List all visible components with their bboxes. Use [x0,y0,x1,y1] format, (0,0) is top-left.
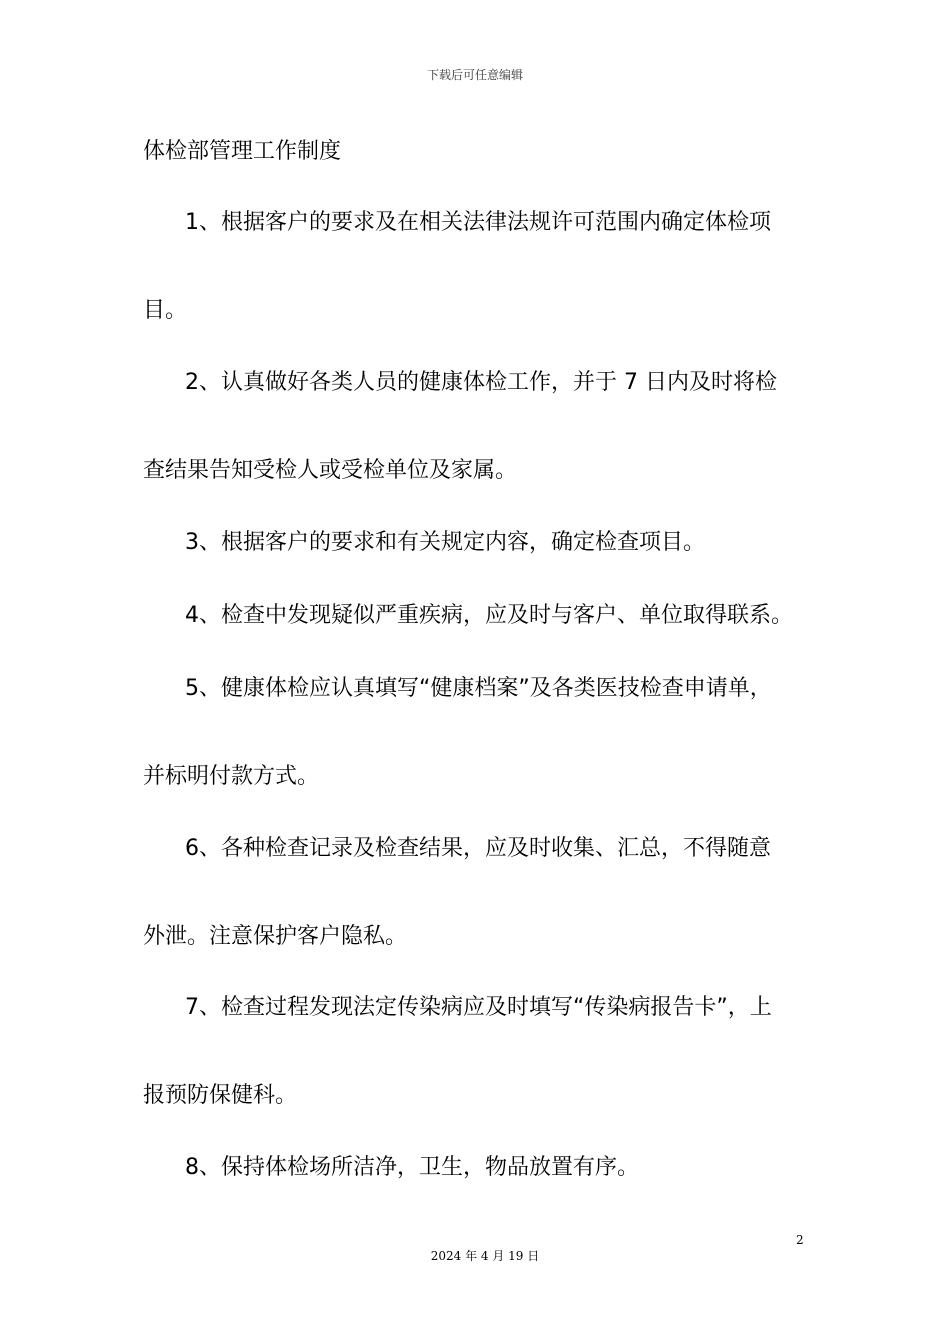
paragraph-line: 外泄。注意保护客户隐私。 [143,924,408,949]
paragraph-line: 报预防保健科。 [143,1083,298,1108]
paragraph-line: 6、各种检查记录及检查结果，应及时收集、汇总，不得随意 [185,836,771,861]
paragraph-line: 7、检查过程发现法定传染病应及时填写“传染病报告卡”，上 [185,995,772,1020]
footer-date: 2024 年 4 月 19 日 [430,1249,540,1263]
page-header: 下载后可任意编辑 [426,68,523,82]
paragraph-line: 4、检查中发现疑似严重疾病，应及时与客户、单位取得联系。 [185,603,793,628]
paragraph-line: 目。 [143,298,188,323]
page-number: 2 [796,1233,804,1247]
paragraph-line: 并标明付款方式。 [143,764,320,789]
paragraph-line: 查结果告知受检人或受检单位及家属。 [143,458,518,483]
paragraph-line: 2、认真做好各类人员的健康体检工作，并于 7 日内及时将检 [185,370,777,395]
paragraph-line: 5、健康体检应认真填写“健康档案”及各类医技检查申请单， [185,676,772,701]
paragraph-line: 8、保持体检场所洁净，卫生，物品放置有序。 [185,1155,639,1180]
paragraph-line: 1、根据客户的要求及在相关法律法规许可范围内确定体检项 [185,210,771,235]
paragraph-line: 3、根据客户的要求和有关规定内容，确定检查项目。 [185,530,705,555]
document-title: 体检部管理工作制度 [143,139,342,164]
